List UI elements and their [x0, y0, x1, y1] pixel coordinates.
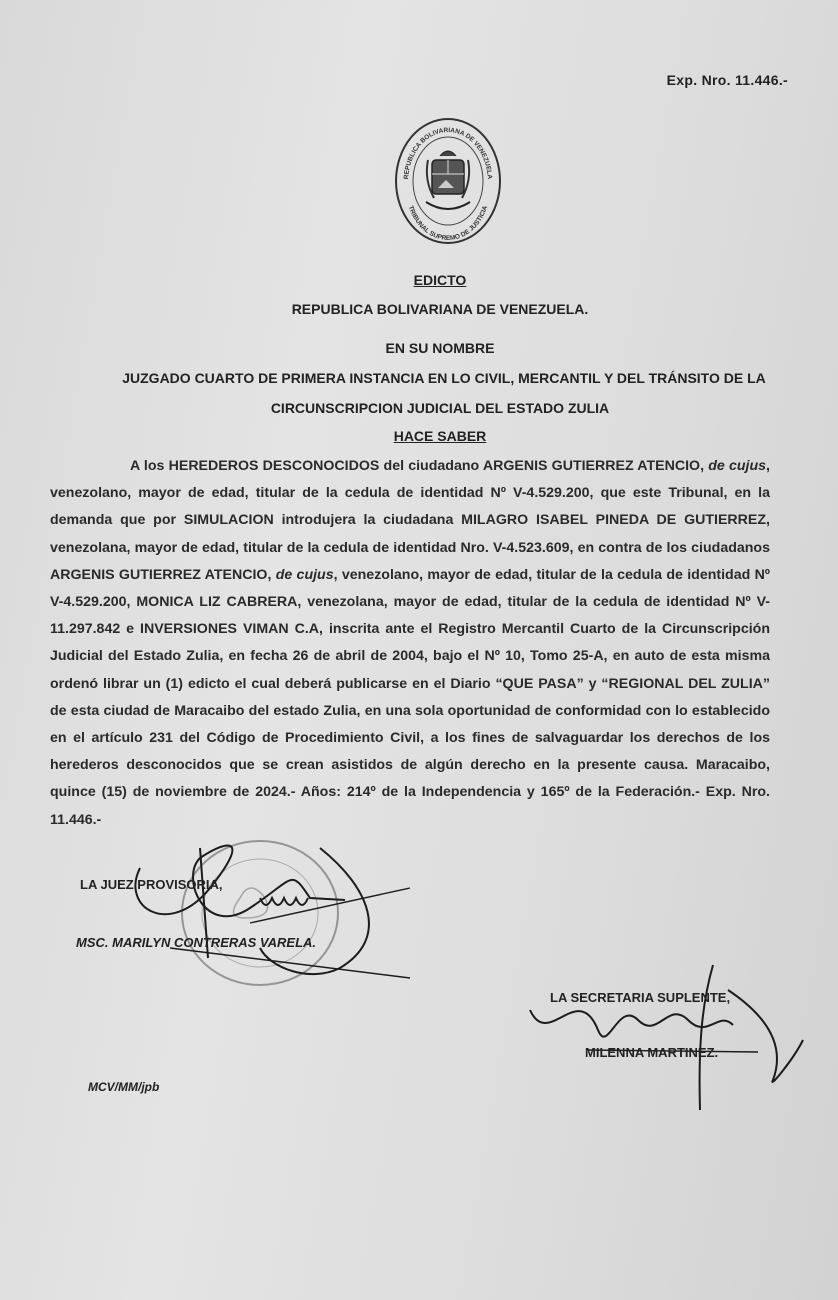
edict-body	[50, 453, 770, 834]
en-su-nombre-heading: EN SU NOMBRE	[385, 340, 495, 356]
body-part-2: , venezolano, mayor de edad, titular de la cedula de identidad Nº V-4.529.200, que este Tribunal, en la demanda que por SIMULACION introdujera la ciudadana MILAGRO ISABEL PINEDA DE GUTIERREZ, venezolana, mayor de edad, titular de la cedula de identidad Nro. V-4.523.609, en contra de los ciudadanos ARGENIS GUTIERREZ ATENCIO,	[50, 458, 770, 583]
secretary-title: LA SECRETARIA SUPLENTE,	[550, 990, 731, 1005]
cujus-1: de cujus	[708, 458, 767, 474]
court-heading-line2: CIRCUNSCRIPCION JUDICIAL DEL ESTADO ZULIA	[270, 400, 610, 416]
judge-name: MSC. MARILYN CONTRERAS VARELA.	[76, 935, 317, 950]
coat-of-arms-seal-icon	[394, 116, 502, 246]
cujus-2: de cujus	[275, 566, 334, 583]
document-initials: MCV/MM/jpb	[88, 1080, 160, 1094]
expediente-number: Exp. Nro. 11.446.-	[666, 72, 788, 88]
seal-bottom-text: TRIBUNAL SUPREMO DE JUSTICIA	[406, 204, 490, 243]
secretary-name: MILENNA MARTINEZ.	[585, 1045, 719, 1060]
body-part-1: A los HEREDEROS DESCONOCIDOS del ciudadano ARGENIS GUTIERREZ ATENCIO,	[130, 458, 709, 474]
republic-heading: REPUBLICA BOLIVARIANA DE VENEZUELA.	[291, 301, 589, 317]
document-title: EDICTO	[413, 272, 467, 288]
hace-saber-heading: HACE SABER	[393, 428, 487, 444]
judge-title: LA JUEZ PROVISORIA,	[80, 877, 223, 892]
secretary-signature-icon	[528, 960, 818, 1120]
svg-text:TRIBUNAL SUPREMO DE JUSTICIA	[407, 205, 489, 242]
court-heading-line1: JUZGADO CUARTO DE PRIMERA INSTANCIA EN LO CIVIL, MERCANTIL Y DEL TRÁNSITO DE LA	[122, 370, 766, 386]
judge-stamp-signature-icon	[110, 828, 450, 998]
seal-top-text: REPUBLICA BOLIVARIANA DE VENEZUELA	[403, 126, 493, 180]
body-part-3: , venezolano, mayor de edad, titular de la cedula de identidad Nº V-4.529.200, MONICA LIZ CABRERA, venezolana, mayor de edad, titular de la cedula de identidad Nº V-11.297.842 e INVERSIONES VIMAN C.A, inscrita ante el Registro Mercantil Cuarto de la Circunscripción Judicial del Estado Zulia, en fecha 26 de abril de 2004, bajo el Nº 10, Tomo 25-A, en auto de esta misma ordenó librar un (1) edicto el cual deberá publicarse en el Diario “QUE PASA” y “REGIONAL DEL ZULIA” de esta ciudad de Maracaibo del estado Zulia, en una sola oportunidad de conformidad con lo establecido en el artículo 231 del Código de Procedimiento Civil, a los fines de salvaguardar los derechos de los herederos desconocidos que se crean asistidos de algún derecho en la presente causa. Maracaibo, quince (15) de noviembre de 2024.- Años: 214º de la Independencia y 165º de la Federación.- Exp. Nro. 11.446.-	[50, 566, 770, 828]
